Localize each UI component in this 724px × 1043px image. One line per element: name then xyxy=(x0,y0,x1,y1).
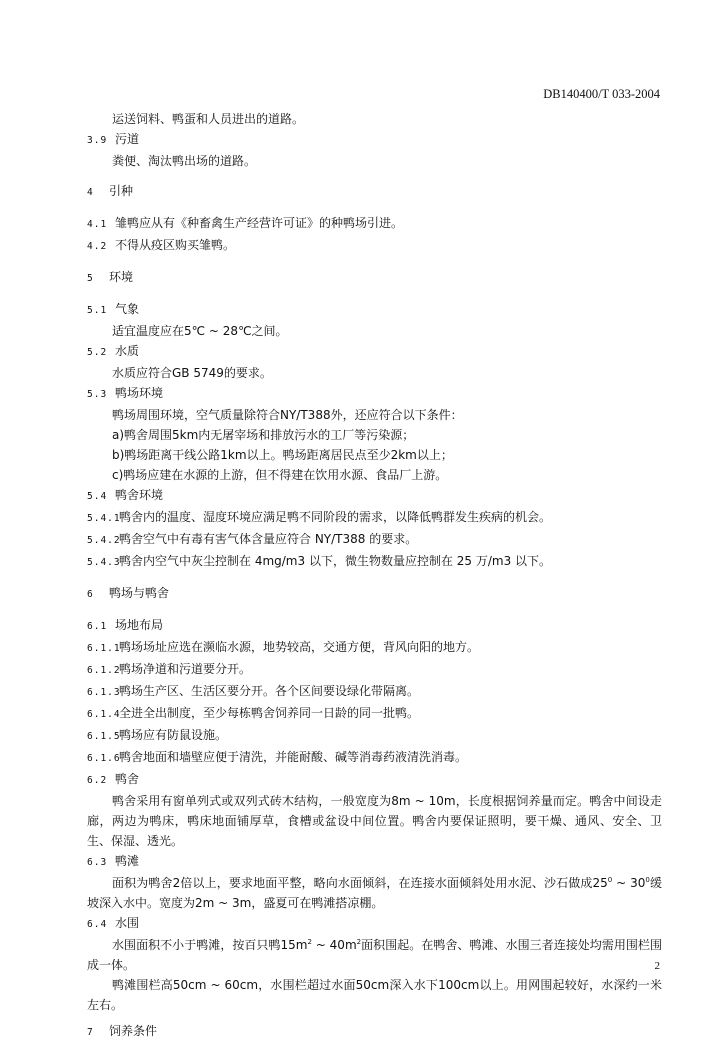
text-line: 鸭场周围环境，空气质量除符合NY/T388外，还应符合以下条件： xyxy=(112,408,463,422)
list-item: b)鸭场距离干线公路1km以上。鸭场距离居民点至少2km以上； xyxy=(112,448,453,462)
section-title: 饲养条件 xyxy=(109,1024,158,1038)
section-number: 6 xyxy=(87,589,94,600)
clause-number: 6.1.2 xyxy=(87,665,121,676)
clause-title: 鸭场环境 xyxy=(115,386,164,400)
clause-5-3 xyxy=(87,383,662,405)
clause-6-1 xyxy=(87,615,662,637)
clause-text: 鸭场净道和污道要分开。 xyxy=(119,662,252,676)
clause-number: 6.1.6 xyxy=(87,753,121,764)
paragraph xyxy=(87,873,662,913)
clause-6-1-6 xyxy=(87,747,662,769)
clause-5-2 xyxy=(87,341,662,363)
text-line: 水质应符合GB 5749的要求。 xyxy=(112,366,272,380)
section-6 xyxy=(87,583,662,605)
clause-6-1-1 xyxy=(87,637,662,659)
paragraph xyxy=(87,935,662,975)
text-line: 粪便、淘汰鸭出场的道路。 xyxy=(112,154,257,168)
clause-3-9 xyxy=(87,129,662,151)
clause-number: 6.3 xyxy=(87,857,108,868)
document-code: DB140400/T 033-2004 xyxy=(543,87,660,101)
clause-6-3 xyxy=(87,851,662,873)
clause-title: 污道 xyxy=(115,132,140,146)
superscript: 2 xyxy=(356,938,362,946)
clause-number: 6.1.3 xyxy=(87,687,121,698)
paragraph-text: 面积围起。在鸭舍、鸭滩、水围三者连接处均需用围栏围成一体。 xyxy=(87,938,662,972)
clause-title: 场地布局 xyxy=(115,618,164,632)
paragraph-text: 水围面积不小于鸭滩，按百只鸭15m xyxy=(112,938,308,952)
clause-4-1 xyxy=(87,213,662,235)
clause-5-4-1 xyxy=(87,507,662,529)
clause-text: 不得从疫区购买雏鸭。 xyxy=(115,238,236,252)
clause-6-1-5 xyxy=(87,725,662,747)
clause-title: 鸭舍 xyxy=(115,772,140,786)
clause-number: 6.1.4 xyxy=(87,709,121,720)
section-number: 7 xyxy=(87,1027,94,1038)
text-line: 适宜温度应在5℃ ~ 28℃之间。 xyxy=(112,324,288,338)
section-title: 引种 xyxy=(109,184,134,198)
paragraph: 鸭滩围栏高50cm ~ 60cm，水围栏超过水面50cm深入水下100cm以上。用网围起较好，水深约一米左右。 xyxy=(87,978,662,1012)
clause-number: 6.1 xyxy=(87,621,108,632)
paragraph-text: ~ 30 xyxy=(612,876,646,890)
clause-text: 鸭场生产区、生活区要分开。各个区间要设绿化带隔离。 xyxy=(119,684,420,698)
clause-number: 5.4.3 xyxy=(87,557,121,568)
clause-5-4-3 xyxy=(87,551,662,573)
clause-number: 5.4.1 xyxy=(87,513,121,524)
clause-title: 气象 xyxy=(115,302,140,316)
clause-number: 6.2 xyxy=(87,775,108,786)
clause-text: 雏鸭应从有《种畜禽生产经营许可证》的种鸭场引进。 xyxy=(115,216,404,230)
clause-6-1-3 xyxy=(87,681,662,703)
clause-number: 6.4 xyxy=(87,919,108,930)
clause-6-4 xyxy=(87,913,662,935)
clause-number: 4.2 xyxy=(87,241,108,252)
text-line: 运送饲料、鸭蛋和人员进出的道路。 xyxy=(112,112,305,126)
clause-5-4 xyxy=(87,485,662,507)
superscript: 0 xyxy=(645,876,650,884)
superscript: 2 xyxy=(307,938,312,946)
clause-number: 4.1 xyxy=(87,219,108,230)
clause-title: 鸭舍环境 xyxy=(115,488,164,502)
section-7 xyxy=(87,1021,662,1043)
paragraph-text: 面积为鸭舍2倍以上，要求地面平整，略向水面倾斜，在连接水面倾斜处用水泥、沙石做成25 xyxy=(112,876,608,890)
section-4 xyxy=(87,181,662,203)
clause-text: 鸭舍地面和墙壁应便于清洗，并能耐酸、碱等消毒药液清洗消毒。 xyxy=(119,750,468,764)
clause-4-2 xyxy=(87,235,662,257)
clause-6-1-4 xyxy=(87,703,662,725)
clause-text: 鸭舍内空气中灰尘控制在 4mg/m3 以下，微生物数量应控制在 25 万/m3 以下。 xyxy=(119,554,552,568)
clause-6-1-2 xyxy=(87,659,662,681)
clause-number: 6.1.1 xyxy=(87,643,121,654)
clause-title: 水围 xyxy=(115,916,140,930)
section-title: 鸭场与鸭舍 xyxy=(109,586,170,600)
paragraph-text: 缓坡深入水中。宽度为2m ~ 3m，盛夏可在鸭滩搭凉棚。 xyxy=(87,876,662,910)
list-item: a)鸭舍周围5km内无屠宰场和排放污水的工厂等污染源； xyxy=(112,428,415,442)
clause-text: 全进全出制度，至少每栋鸭舍饲养同一日龄的同一批鸭。 xyxy=(119,706,420,720)
clause-number: 6.1.5 xyxy=(87,731,121,742)
clause-number: 5.1 xyxy=(87,305,108,316)
section-number: 5 xyxy=(87,273,94,284)
list-item: c)鸭场应建在水源的上游，但不得建在饮用水源、食品厂上游。 xyxy=(112,468,448,482)
clause-5-1 xyxy=(87,299,662,321)
page-number: 2 xyxy=(654,960,660,972)
clause-text: 鸭场场址应选在濒临水源，地势较高，交通方便，背风向阳的地方。 xyxy=(119,640,480,654)
section-5 xyxy=(87,267,662,289)
clause-title: 水质 xyxy=(115,344,140,358)
clause-title: 鸭滩 xyxy=(115,854,140,868)
superscript: 0 xyxy=(607,876,613,884)
clause-number: 5.4.2 xyxy=(87,535,121,546)
section-number: 4 xyxy=(87,187,94,198)
clause-text: 鸭舍内的温度、湿度环境应满足鸭不同阶段的需求，以降低鸭群发生疾病的机会。 xyxy=(119,510,552,524)
clause-number: 5.2 xyxy=(87,347,108,358)
clause-text: 鸭舍空气中有毒有害气体含量应符合 NY/T388 的要求。 xyxy=(119,532,418,546)
clause-text: 鸭场应有防鼠设施。 xyxy=(119,728,228,742)
paragraph-text: ~ 40m xyxy=(311,938,357,952)
clause-number: 3.9 xyxy=(87,135,108,146)
clause-6-2 xyxy=(87,769,662,791)
section-title: 环境 xyxy=(109,270,134,284)
document-body xyxy=(87,109,662,1043)
paragraph: 鸭舍采用有窗单列式或双列式砖木结构，一般宽度为8m ~ 10m，长度根据饲养量而定。鸭舍中间设走廊，两边为鸭床，鸭床地面铺厚草，食槽或盆设中间位置。鸭舍内要保证照明，要干燥、通风、安全、卫生、保湿、透光。 xyxy=(87,794,662,848)
clause-number: 5.3 xyxy=(87,389,108,400)
clause-number: 5.4 xyxy=(87,491,108,502)
clause-5-4-2 xyxy=(87,529,662,551)
